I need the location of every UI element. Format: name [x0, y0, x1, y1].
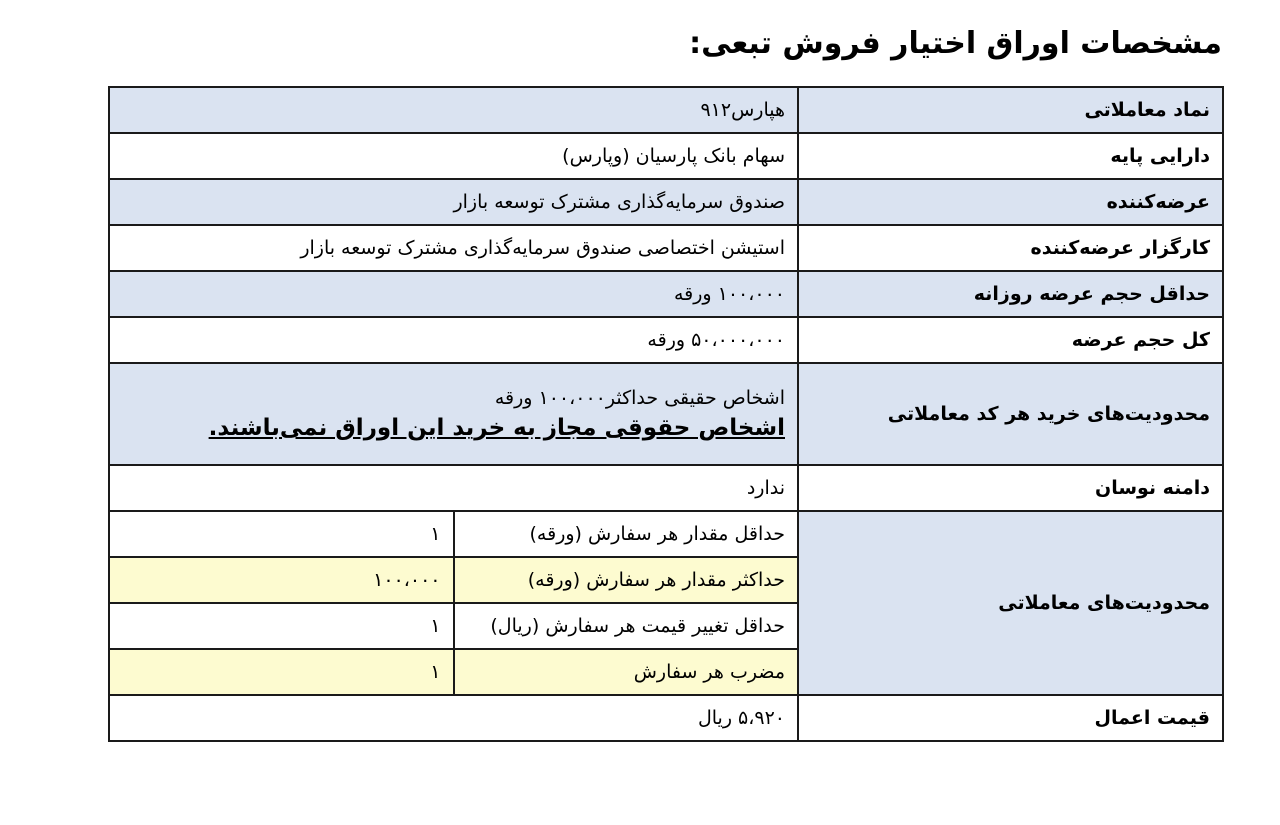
trading-limit-name: حداکثر مقدار هر سفارش (ورقه): [454, 557, 799, 603]
spec-table: [108, 86, 1224, 742]
legal-persons-note: اشخاص حقوقی مجاز به خرید این اوراق نمی‌باشند.: [208, 415, 785, 441]
table-row: [109, 225, 1223, 271]
row-label-trading-limits: محدودیت‌های معاملاتی: [798, 511, 1223, 695]
page-title: مشخصات اوراق اختیار فروش تبعی:: [689, 26, 1222, 61]
table-row: [109, 511, 1223, 557]
table-row: [109, 133, 1223, 179]
trading-limit-value: ۱: [109, 603, 454, 649]
row-value-min-daily: ۱۰۰،۰۰۰ ورقه: [109, 271, 798, 317]
row-label-total-volume: کل حجم عرضه: [798, 317, 1223, 363]
table-row: [109, 179, 1223, 225]
row-label-purchase-limits: محدودیت‌های خرید هر کد معاملاتی: [798, 363, 1223, 465]
row-value-symbol: هپارس۹۱۲: [109, 87, 798, 133]
row-value-offeror: صندوق سرمایه‌گذاری مشترک توسعه بازار: [109, 179, 798, 225]
row-value-underlying: سهام بانک پارسیان (وپارس): [109, 133, 798, 179]
row-label-min-daily: حداقل حجم عرضه روزانه: [798, 271, 1223, 317]
table-row: [109, 465, 1223, 511]
table-row: [109, 695, 1223, 741]
table-row: [109, 363, 1223, 465]
trading-limit-value: ۱۰۰،۰۰۰: [109, 557, 454, 603]
row-label-underlying: دارایی پایه: [798, 133, 1223, 179]
natural-persons-limit: اشخاص حقیقی حداکثر۱۰۰،۰۰۰ ورقه: [494, 387, 785, 409]
table-row: [109, 87, 1223, 133]
row-label-exercise-price: قیمت اعمال: [798, 695, 1223, 741]
row-value-broker: استیشن اختصاصی صندوق سرمایه‌گذاری مشترک توسعه بازار: [109, 225, 798, 271]
table-row: [109, 317, 1223, 363]
row-label-symbol: نماد معاملاتی: [798, 87, 1223, 133]
row-label-fluctuation: دامنه نوسان: [798, 465, 1223, 511]
row-label-offeror: عرضه‌کننده: [798, 179, 1223, 225]
trading-limit-value: ۱: [109, 511, 454, 557]
table-row: [109, 271, 1223, 317]
row-value-purchase-limits: [109, 363, 798, 465]
trading-limit-name: مضرب هر سفارش: [454, 649, 799, 695]
row-value-fluctuation: ندارد: [109, 465, 798, 511]
trading-limit-value: ۱: [109, 649, 454, 695]
row-value-exercise-price: ۵،۹۲۰ ریال: [109, 695, 798, 741]
trading-limit-name: حداقل مقدار هر سفارش (ورقه): [454, 511, 799, 557]
row-value-total-volume: ۵۰،۰۰۰،۰۰۰ ورقه: [109, 317, 798, 363]
row-label-broker: کارگزار عرضه‌کننده: [798, 225, 1223, 271]
trading-limit-name: حداقل تغییر قیمت هر سفارش (ریال): [454, 603, 799, 649]
